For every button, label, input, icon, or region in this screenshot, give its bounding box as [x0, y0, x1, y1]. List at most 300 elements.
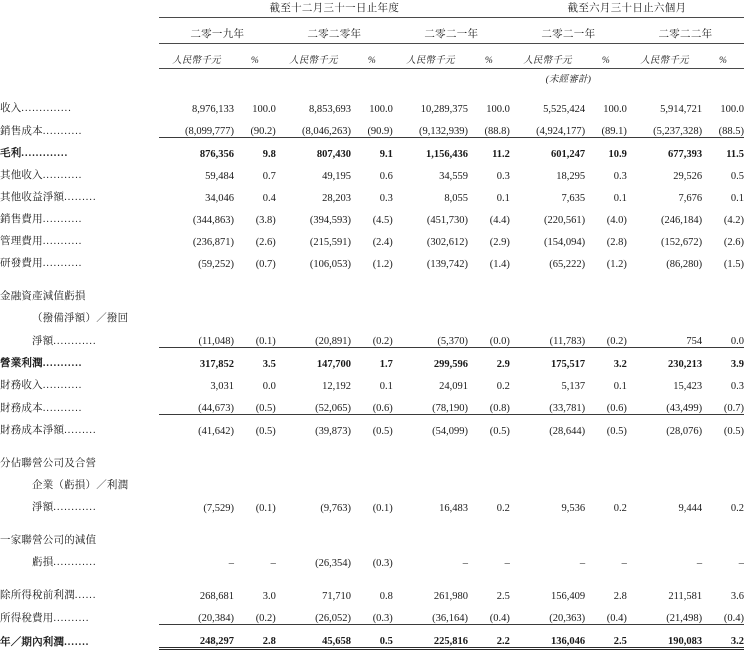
header-note-blank: [0, 69, 510, 85]
table-row: [0, 325, 744, 348]
cell-amount: 190,083: [627, 625, 702, 649]
cell-percent: 0.1: [730, 193, 744, 204]
cell-percent: [234, 525, 276, 547]
row-label-leader-dots: ..............: [21, 103, 72, 114]
cell-amount: [276, 448, 351, 470]
row-label: [0, 580, 159, 602]
cell-percent: 0.1: [613, 381, 627, 392]
cell-percent: 0.6: [379, 171, 393, 182]
cell-amount: 24,091: [439, 381, 469, 392]
cell-amount: (106,053): [309, 259, 352, 270]
cell-percent: (0.7): [255, 259, 276, 270]
cell-amount: 8,055: [444, 193, 469, 204]
cell-percent: [468, 470, 510, 492]
row-label-text: 一家聯營公司的減值: [0, 535, 97, 546]
cell-percent: –: [270, 558, 276, 569]
cell-percent: 0.5: [351, 625, 393, 649]
header-corner-blank: [0, 0, 159, 18]
cell-percent: 0.2: [496, 503, 510, 514]
cell-percent: 0.8: [379, 591, 393, 602]
cell-percent: 100.0: [369, 104, 393, 115]
cell-percent: 3.9: [730, 359, 744, 370]
header-unit-pct-2022h: %: [702, 52, 744, 69]
cell-percent: [585, 525, 627, 547]
cell-percent: 100.0: [486, 104, 510, 115]
table-row: [0, 160, 744, 182]
table-row: [0, 303, 744, 325]
row-label-text: 銷售費用: [0, 214, 43, 225]
header-unit-pct-2021: %: [468, 52, 510, 69]
cell-amount: 1,156,436: [426, 149, 469, 160]
cell-amount: [510, 448, 585, 470]
header-year-row: [0, 26, 744, 44]
cell-amount: 5,914,721: [660, 104, 703, 115]
cell-percent: 2.9: [496, 359, 510, 370]
cell-percent: [702, 470, 744, 492]
cell-percent: 3.2: [702, 625, 744, 649]
header-spacer-row-3: [0, 85, 744, 93]
cell-amount: (302,612): [426, 237, 469, 248]
cell-percent: 0.4: [262, 193, 276, 204]
cell-percent: (4.2): [723, 215, 744, 226]
cell-amount: [393, 303, 468, 325]
cell-amount: (65,222): [549, 259, 586, 270]
cell-percent: (90.9): [351, 115, 393, 138]
cell-percent: (0.6): [585, 392, 627, 415]
cell-amount: [276, 525, 351, 547]
cell-amount: (36,164): [393, 602, 468, 625]
cell-amount: –: [228, 558, 235, 569]
cell-amount: (26,354): [315, 558, 352, 569]
row-label: [0, 248, 159, 270]
cell-percent: –: [621, 558, 627, 569]
row-label-text: 虧損: [32, 557, 54, 568]
row-label-leader-dots: ...........: [42, 358, 83, 369]
table-row: [0, 138, 744, 161]
cell-amount: (4,924,177): [510, 115, 585, 138]
row-label-text: 財務收入: [0, 380, 43, 391]
cell-amount: (33,781): [510, 392, 585, 415]
cell-amount: [393, 448, 468, 470]
cell-amount: [276, 303, 351, 325]
cell-percent: 2.5: [496, 591, 510, 602]
row-label-leader-dots: ...........: [42, 236, 83, 247]
cell-amount: 7,635: [561, 193, 586, 204]
header-year-2019: 二零一九年: [159, 26, 276, 44]
cell-amount: 15,423: [673, 381, 703, 392]
cell-percent: (0.1): [372, 503, 393, 514]
cell-amount: 5,525,424: [543, 104, 586, 115]
cell-percent: (0.2): [234, 602, 276, 625]
cell-percent: 0.1: [613, 193, 627, 204]
table-row: [0, 415, 744, 438]
cell-amount: (154,094): [543, 237, 586, 248]
cell-amount: [627, 303, 702, 325]
cell-amount: [393, 525, 468, 547]
row-label-text: 其他收入: [0, 170, 43, 181]
cell-percent: 100.0: [603, 104, 627, 115]
cell-percent: (88.5): [702, 115, 744, 138]
cell-percent: [351, 448, 393, 470]
row-label: [0, 470, 159, 492]
cell-percent: (0.8): [468, 392, 510, 415]
header-note-row: [0, 69, 744, 85]
row-label-text: 企業（虧損）／利潤: [32, 480, 129, 491]
cell-percent: (4.0): [606, 215, 627, 226]
cell-amount: [627, 525, 702, 547]
cell-percent: [468, 525, 510, 547]
row-label-leader-dots: .............: [21, 148, 69, 159]
cell-amount: (246,184): [660, 215, 703, 226]
cell-amount: [393, 281, 468, 303]
header-unit-amount-2021: 人民幣千元: [393, 52, 468, 69]
cell-amount: (20,891): [276, 325, 351, 348]
table-row: [0, 248, 744, 270]
row-label-leader-dots: ...........: [42, 258, 83, 269]
row-label-leader-dots: ............: [53, 557, 97, 568]
cell-amount: 299,596: [433, 359, 469, 370]
cell-percent: (1.4): [489, 259, 510, 270]
cell-amount: 230,213: [667, 359, 703, 370]
cell-percent: –: [504, 558, 510, 569]
cell-percent: [585, 470, 627, 492]
cell-percent: (4.4): [489, 215, 510, 226]
cell-percent: (0.7): [702, 392, 744, 415]
cell-percent: (0.1): [234, 325, 276, 348]
row-label: [0, 625, 159, 649]
cell-amount: (11,783): [510, 325, 585, 348]
cell-percent: 11.2: [492, 149, 510, 160]
cell-amount: (86,280): [666, 259, 703, 270]
cell-percent: 3.5: [262, 359, 276, 370]
cell-amount: (28,644): [549, 426, 586, 437]
cell-percent: (0.5): [234, 392, 276, 415]
row-label-leader-dots: .......: [64, 636, 90, 648]
cell-percent: –: [738, 558, 744, 569]
cell-amount: (9,132,939): [393, 115, 468, 138]
cell-amount: 211,581: [668, 591, 703, 602]
cell-amount: (7,529): [203, 503, 235, 514]
cell-amount: (21,498): [627, 602, 702, 625]
cell-amount: [159, 525, 234, 547]
cell-percent: (1.2): [372, 259, 393, 270]
cell-amount: [510, 525, 585, 547]
cell-percent: 11.5: [726, 149, 744, 160]
cell-percent: (2.8): [606, 237, 627, 248]
table-row: [0, 281, 744, 303]
cell-percent: [234, 448, 276, 470]
cell-percent: (88.8): [468, 115, 510, 138]
cell-percent: [351, 303, 393, 325]
header-year-2021-interim: 二零二一年: [510, 26, 627, 44]
cell-amount: (20,363): [510, 602, 585, 625]
row-label: [0, 281, 159, 303]
cell-percent: 10.9: [608, 149, 627, 160]
header-unit-amount-2022h: 人民幣千元: [627, 52, 702, 69]
row-label-leader-dots: ...........: [42, 402, 83, 414]
cell-amount: (215,591): [309, 237, 352, 248]
cell-amount: (11,048): [159, 325, 234, 348]
cell-percent: 9.8: [262, 149, 276, 160]
row-label-leader-dots: ...........: [42, 380, 83, 391]
row-label-text: 分佔聯營公司及合營: [0, 458, 97, 469]
cell-percent: 2.8: [234, 625, 276, 649]
cell-percent: [468, 281, 510, 303]
cell-percent: (0.5): [723, 426, 744, 437]
cell-percent: 0.3: [730, 381, 744, 392]
header-unit-amount-2019: 人民幣千元: [159, 52, 234, 69]
cell-amount: [627, 448, 702, 470]
header-unit-amount-2021h: 人民幣千元: [510, 52, 585, 69]
cell-percent: 3.6: [730, 591, 744, 602]
cell-percent: 3.0: [262, 591, 276, 602]
cell-percent: [702, 281, 744, 303]
cell-percent: 0.5: [730, 171, 744, 182]
cell-amount: 28,203: [322, 193, 352, 204]
cell-percent: (2.4): [372, 237, 393, 248]
table-row: [0, 580, 744, 602]
cell-percent: (4.5): [372, 215, 393, 226]
cell-amount: 754: [627, 325, 702, 348]
cell-percent: (0.5): [255, 426, 276, 437]
header-group-annual: 截至十二月三十一日止年度: [159, 0, 510, 18]
cell-amount: 175,517: [550, 359, 586, 370]
cell-amount: 807,430: [316, 149, 352, 160]
cell-amount: (28,076): [666, 426, 703, 437]
cell-amount: 18,295: [556, 171, 586, 182]
cell-percent: (3.8): [255, 215, 276, 226]
row-label: [0, 348, 159, 371]
cell-percent: 0.2: [613, 503, 627, 514]
row-label: [0, 547, 159, 569]
cell-percent: [585, 281, 627, 303]
row-spacer: [0, 437, 744, 448]
cell-percent: 0.7: [262, 171, 276, 182]
cell-percent: 0.0: [262, 381, 276, 392]
row-label-leader-dots: ...........: [42, 125, 83, 137]
row-label-text: 淨額: [32, 335, 54, 347]
row-label: [0, 138, 159, 161]
cell-amount: [510, 303, 585, 325]
cell-amount: (152,672): [660, 237, 703, 248]
cell-amount: (44,673): [159, 392, 234, 415]
cell-amount: 677,393: [667, 149, 703, 160]
cell-amount: –: [462, 558, 469, 569]
table-header: [0, 0, 744, 93]
cell-percent: 9.1: [379, 149, 393, 160]
cell-amount: (139,742): [426, 259, 469, 270]
table-row: [0, 525, 744, 547]
cell-percent: 0.2: [496, 381, 510, 392]
cell-percent: [351, 525, 393, 547]
cell-amount: (344,863): [192, 215, 235, 226]
cell-amount: (78,190): [393, 392, 468, 415]
cell-amount: [627, 281, 702, 303]
row-label-text: 銷售成本: [0, 125, 43, 137]
cell-percent: (0.4): [702, 602, 744, 625]
cell-percent: [234, 281, 276, 303]
cell-amount: 3,031: [210, 381, 235, 392]
cell-percent: 2.8: [613, 591, 627, 602]
cell-percent: (1.2): [606, 259, 627, 270]
header-unit-pct-2021h: %: [585, 52, 627, 69]
cell-amount: 601,247: [550, 149, 586, 160]
cell-percent: 100.0: [252, 104, 276, 115]
cell-amount: 45,658: [276, 625, 351, 649]
header-year-2022-interim: 二零二二年: [627, 26, 744, 44]
cell-amount: 34,046: [205, 193, 235, 204]
table-row: [0, 448, 744, 470]
table-row: [0, 370, 744, 392]
unaudited-note: (未經審計): [545, 75, 592, 85]
row-label-text: 其他收益淨額: [0, 192, 65, 203]
header-group-interim: 截至六月三十日止六個月: [510, 0, 744, 18]
row-label-leader-dots: ............: [53, 335, 97, 347]
cell-amount: 9,444: [678, 503, 703, 514]
row-label: [0, 370, 159, 392]
row-label-text: 毛利: [0, 148, 22, 159]
row-label: [0, 204, 159, 226]
cell-percent: 0.3: [613, 171, 627, 182]
cell-amount: (39,873): [315, 426, 352, 437]
row-label-leader-dots: ...........: [42, 170, 83, 181]
row-label: [0, 160, 159, 182]
cell-amount: (43,499): [627, 392, 702, 415]
header-year-2021: 二零二一年: [393, 26, 510, 44]
header-unit-pct-2019: %: [234, 52, 276, 69]
header-unit-blank: [0, 52, 159, 69]
cell-percent: [351, 281, 393, 303]
cell-amount: 8,853,693: [309, 104, 352, 115]
cell-percent: (0.2): [351, 325, 393, 348]
table-body: [0, 93, 744, 649]
cell-amount: 5,137: [561, 381, 586, 392]
row-label: [0, 415, 159, 438]
cell-percent: [585, 448, 627, 470]
table-row: [0, 115, 744, 138]
row-label-leader-dots: .........: [64, 425, 97, 436]
cell-percent: 1.7: [379, 359, 393, 370]
cell-percent: 0.1: [496, 193, 510, 204]
cell-amount: 71,710: [322, 591, 352, 602]
cell-amount: 156,409: [550, 591, 586, 602]
row-label-leader-dots: ..........: [53, 612, 90, 624]
row-label: [0, 182, 159, 204]
row-spacer: [0, 514, 744, 525]
row-label: [0, 325, 159, 348]
row-label-text: 財務成本淨額: [0, 425, 65, 436]
cell-amount: 34,559: [439, 171, 469, 182]
cell-amount: 876,356: [199, 149, 235, 160]
row-label-text: 營業利潤: [0, 358, 43, 369]
table-row: [0, 182, 744, 204]
cell-amount: 10,289,375: [420, 104, 469, 115]
header-spacer-row: [0, 18, 744, 26]
header-unit-row: [0, 52, 744, 69]
cell-amount: (26,052): [276, 602, 351, 625]
cell-percent: [468, 303, 510, 325]
cell-percent: (0.2): [585, 325, 627, 348]
row-label: [0, 226, 159, 248]
cell-amount: 59,484: [205, 171, 235, 182]
cell-amount: 248,297: [159, 625, 234, 649]
cell-amount: (41,642): [198, 426, 235, 437]
cell-percent: [351, 470, 393, 492]
cell-percent: [702, 303, 744, 325]
cell-amount: –: [696, 558, 703, 569]
row-label-text: 管理費用: [0, 236, 43, 247]
cell-amount: 29,526: [673, 171, 703, 182]
table-row: [0, 492, 744, 514]
cell-amount: (236,871): [192, 237, 235, 248]
cell-percent: 0.0: [702, 325, 744, 348]
cell-percent: (0.6): [351, 392, 393, 415]
header-year-blank: [0, 26, 159, 44]
cell-percent: 0.3: [496, 171, 510, 182]
cell-percent: (2.6): [255, 237, 276, 248]
cell-percent: (0.4): [585, 602, 627, 625]
cell-percent: (89.1): [585, 115, 627, 138]
cell-percent: 0.1: [379, 381, 393, 392]
cell-amount: 16,483: [439, 503, 469, 514]
cell-amount: (20,384): [159, 602, 234, 625]
row-label-leader-dots: .........: [64, 192, 97, 203]
header-note-blank-right: [627, 69, 744, 85]
row-label: [0, 392, 159, 415]
row-label-text: 收入: [0, 103, 22, 114]
cell-amount: 49,195: [322, 171, 352, 182]
cell-amount: 268,681: [199, 591, 235, 602]
cell-amount: (59,252): [198, 259, 235, 270]
table-row: [0, 204, 744, 226]
cell-percent: (90.2): [234, 115, 276, 138]
cell-amount: (54,099): [432, 426, 469, 437]
cell-amount: (52,065): [276, 392, 351, 415]
cell-amount: [276, 281, 351, 303]
cell-amount: [393, 470, 468, 492]
row-label: [0, 492, 159, 514]
row-label: [0, 525, 159, 547]
cell-percent: 2.2: [468, 625, 510, 649]
cell-percent: (0.5): [489, 426, 510, 437]
row-label-text: 所得稅費用: [0, 612, 54, 624]
cell-amount: [627, 470, 702, 492]
cell-amount: (5,237,328): [627, 115, 702, 138]
cell-percent: (0.5): [606, 426, 627, 437]
table-row: [0, 602, 744, 625]
row-label-text: 金融資產減值虧損: [0, 291, 86, 302]
row-label-text: 財務成本: [0, 402, 43, 414]
header-unit-amount-2020: 人民幣千元: [276, 52, 351, 69]
table-row: [0, 93, 744, 115]
cell-amount: [159, 470, 234, 492]
cell-percent: (2.9): [489, 237, 510, 248]
cell-percent: 3.2: [613, 359, 627, 370]
row-label: [0, 115, 159, 138]
cell-amount: [276, 470, 351, 492]
cell-amount: 225,816: [393, 625, 468, 649]
cell-percent: 0.3: [379, 193, 393, 204]
cell-amount: 8,976,133: [192, 104, 235, 115]
cell-percent: [234, 303, 276, 325]
cell-amount: [510, 281, 585, 303]
cell-percent: (2.6): [723, 237, 744, 248]
cell-percent: [585, 303, 627, 325]
cell-amount: 9,536: [561, 503, 586, 514]
row-label: [0, 602, 159, 625]
cell-amount: [159, 281, 234, 303]
cell-percent: (0.5): [372, 426, 393, 437]
